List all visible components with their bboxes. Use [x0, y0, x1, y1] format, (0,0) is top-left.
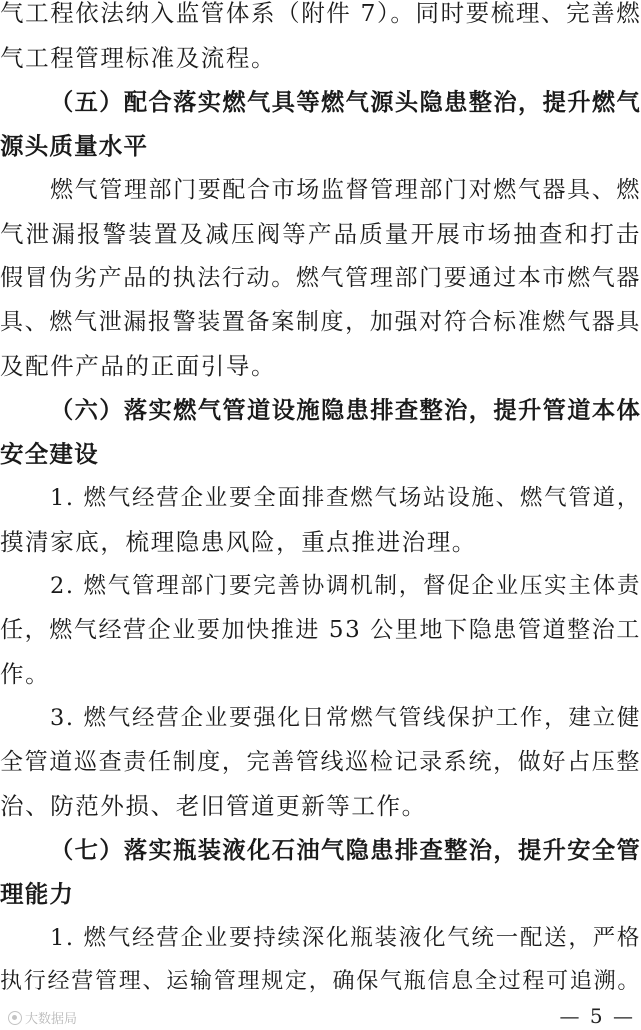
body-line: 燃气管理部门要配合市场监督管理部门对燃气器具、燃 — [50, 177, 641, 203]
section-heading-6: （六）落实燃气管道设施隐患排查整治，提升管道本体 — [50, 397, 641, 424]
section-heading-7-cont: 理能力 — [0, 880, 75, 908]
body-line: 3. 燃气经营企业要强化日常燃气管线保护工作，建立健 — [50, 705, 641, 731]
body-line: 具、燃气泄漏报警装置备案制度，加强对符合标准燃气器具 — [0, 309, 641, 335]
body-line: 执行经营管理、运输管理规定，确保气瓶信息全过程可追溯。 — [0, 969, 641, 994]
section-heading-6-cont: 安全建设 — [0, 440, 99, 468]
body-line: 治、防范外损、老旧管道更新等工作。 — [0, 792, 427, 820]
section-heading-7: （七）落实瓶装液化石油气隐患排查整治，提升安全管 — [50, 837, 641, 864]
body-line: 1. 燃气经营企业要持续深化瓶装液化气统一配送，严格 — [50, 925, 641, 951]
section-heading-5-cont: 源头质量水平 — [0, 132, 149, 160]
body-line: 1. 燃气经营企业要全面排查燃气场站设施、燃气管道， — [50, 485, 641, 511]
watermark — [8, 1008, 77, 1027]
section-heading-5: （五）配合落实燃气具等燃气源头隐患整治，提升燃气 — [50, 89, 641, 116]
body-line: 气工程管理标准及流程。 — [0, 44, 277, 72]
watermark-text: 大数据局 — [25, 1012, 78, 1027]
body-line: 气工程依法纳入监管体系（附件 7）。同时要梳理、完善燃 — [0, 0, 641, 27]
body-line: 全管道巡查责任制度，完善管线巡检记录系统，做好占压整 — [0, 749, 641, 775]
body-line: 摸清家底，梳理隐患风险，重点推进治理。 — [0, 528, 477, 556]
body-line: 假冒伪劣产品的执法行动。燃气管理部门要通过本市燃气器 — [0, 265, 641, 291]
body-line: 2. 燃气管理部门要完善协调机制，督促企业压实主体责 — [50, 573, 641, 599]
watermark-logo-icon — [8, 1011, 22, 1025]
body-line: 及配件产品的正面引导。 — [0, 352, 277, 380]
body-line: 任，燃气经营企业要加快推进 53 公里地下隐患管道整治工 — [0, 617, 641, 643]
page-number: — 5 — — [559, 1004, 635, 1028]
body-line: 气泄漏报警装置及减压阀等产品质量开展市场抽查和打击 — [0, 220, 641, 248]
body-line: 作。 — [0, 660, 51, 688]
